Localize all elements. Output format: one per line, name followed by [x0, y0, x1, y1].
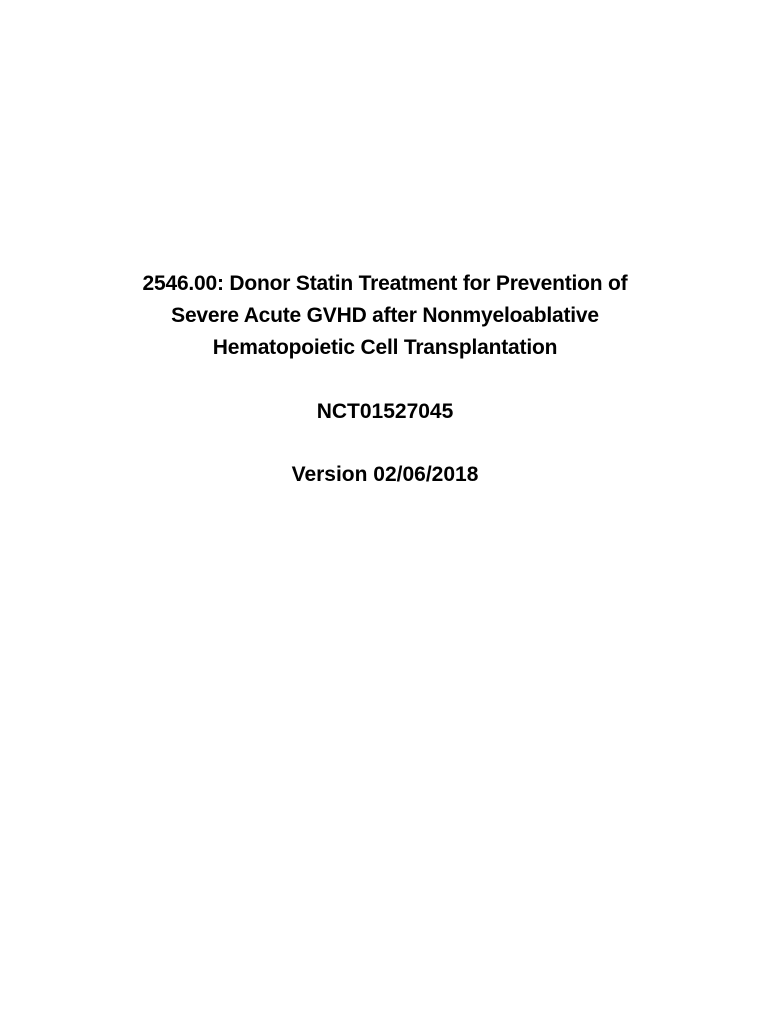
document-title — [0, 268, 770, 364]
nct-number: NCT01527045 — [316, 400, 454, 423]
title-line-3: Hematopoietic Cell Transplantation — [212, 336, 558, 359]
title-line-2: Severe Acute GVHD after Nonmyeloablative — [171, 304, 599, 327]
version-date: Version 02/06/2018 — [291, 463, 479, 486]
title-line-1: 2546.00: Donor Statin Treatment for Prevention of — [142, 272, 628, 295]
